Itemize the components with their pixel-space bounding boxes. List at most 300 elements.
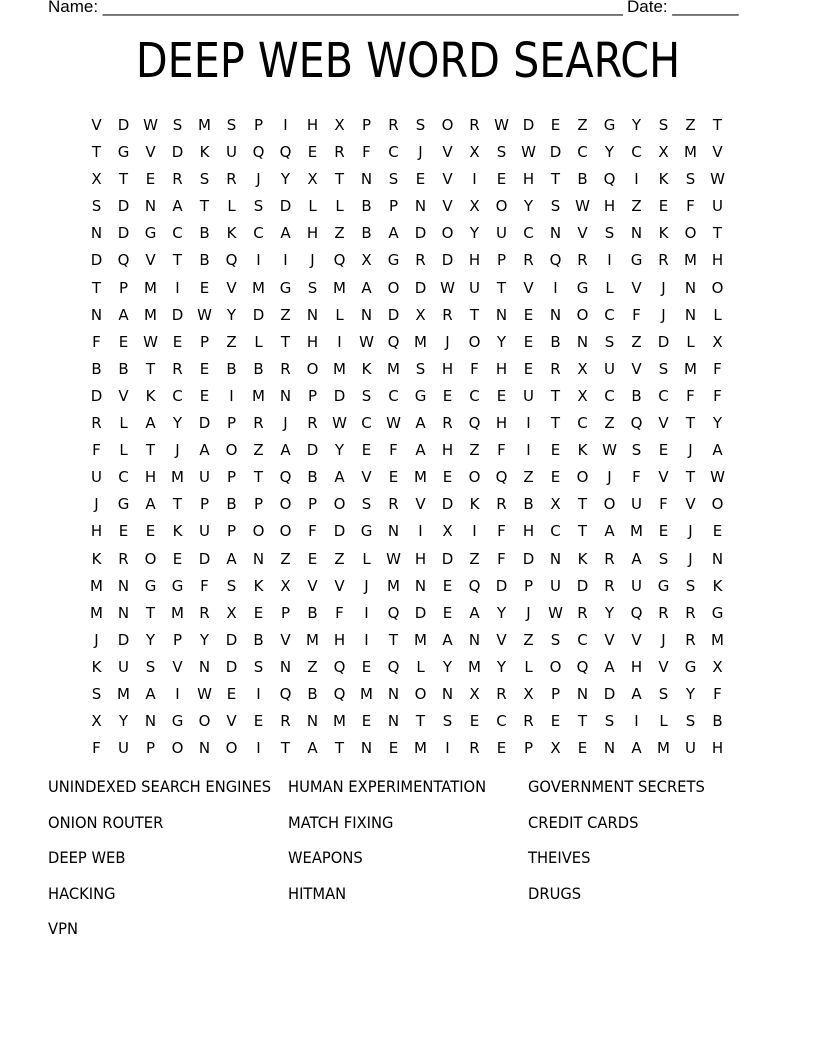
- grid-cell[interactable]: E: [118, 332, 129, 351]
- grid-cell[interactable]: C: [577, 143, 588, 162]
- grid-cell[interactable]: F: [686, 386, 695, 405]
- grid-cell[interactable]: R: [685, 603, 696, 622]
- grid-cell[interactable]: E: [658, 197, 669, 216]
- grid-cell[interactable]: Y: [523, 197, 534, 216]
- grid-cell[interactable]: U: [91, 468, 102, 487]
- grid-cell[interactable]: M: [333, 278, 346, 297]
- grid-cell[interactable]: R: [280, 712, 291, 731]
- grid-cell[interactable]: S: [442, 712, 453, 731]
- grid-cell[interactable]: N: [279, 386, 292, 405]
- grid-cell[interactable]: M: [252, 278, 265, 297]
- grid-cell[interactable]: P: [226, 522, 237, 541]
- grid-cell[interactable]: S: [388, 170, 399, 189]
- grid-cell[interactable]: O: [225, 441, 238, 460]
- grid-cell[interactable]: I: [634, 170, 639, 189]
- grid-cell[interactable]: Z: [226, 332, 237, 351]
- grid-cell[interactable]: L: [308, 197, 317, 216]
- grid-cell[interactable]: O: [549, 657, 562, 676]
- grid-cell[interactable]: M: [144, 278, 157, 297]
- grid-cell[interactable]: C: [658, 386, 669, 405]
- grid-cell[interactable]: D: [117, 224, 130, 243]
- grid-cell[interactable]: B: [523, 495, 534, 514]
- grid-cell[interactable]: O: [468, 332, 481, 351]
- grid-cell[interactable]: W: [575, 197, 590, 216]
- grid-cell[interactable]: D: [576, 576, 589, 595]
- grid-cell[interactable]: O: [684, 224, 697, 243]
- grid-cell[interactable]: N: [252, 549, 265, 568]
- grid-cell[interactable]: A: [145, 684, 156, 703]
- grid-cell[interactable]: G: [684, 657, 697, 676]
- grid-cell[interactable]: T: [172, 495, 183, 514]
- grid-cell[interactable]: Q: [117, 251, 130, 270]
- grid-cell[interactable]: H: [306, 224, 319, 243]
- grid-cell[interactable]: R: [523, 251, 534, 270]
- grid-cell[interactable]: X: [280, 576, 291, 595]
- grid-cell[interactable]: S: [199, 170, 210, 189]
- grid-cell[interactable]: V: [442, 143, 453, 162]
- grid-cell[interactable]: D: [279, 197, 292, 216]
- grid-cell[interactable]: G: [171, 712, 184, 731]
- grid-cell[interactable]: T: [712, 116, 723, 134]
- grid-cell[interactable]: S: [415, 359, 426, 378]
- grid-cell[interactable]: L: [362, 549, 371, 568]
- grid-cell[interactable]: Z: [334, 549, 345, 568]
- grid-cell[interactable]: B: [253, 630, 264, 649]
- grid-cell[interactable]: B: [307, 684, 318, 703]
- grid-cell[interactable]: L: [335, 197, 344, 216]
- grid-cell[interactable]: C: [631, 143, 642, 162]
- grid-cell[interactable]: E: [496, 170, 507, 189]
- grid-cell[interactable]: D: [171, 305, 184, 324]
- grid-cell[interactable]: O: [171, 739, 184, 758]
- grid-cell[interactable]: G: [711, 603, 724, 622]
- grid-cell[interactable]: H: [333, 630, 346, 649]
- grid-cell[interactable]: R: [577, 603, 588, 622]
- grid-cell[interactable]: S: [604, 224, 615, 243]
- grid-cell[interactable]: E: [658, 522, 669, 541]
- grid-cell[interactable]: M: [252, 386, 265, 405]
- grid-cell[interactable]: O: [414, 684, 427, 703]
- grid-cell[interactable]: D: [549, 143, 562, 162]
- grid-cell[interactable]: Q: [225, 251, 238, 270]
- grid-cell[interactable]: R: [469, 739, 480, 758]
- grid-cell[interactable]: B: [631, 386, 642, 405]
- grid-cell[interactable]: P: [523, 739, 534, 758]
- grid-cell[interactable]: L: [119, 414, 128, 433]
- grid-cell[interactable]: G: [414, 386, 427, 405]
- grid-cell[interactable]: K: [145, 386, 156, 405]
- grid-cell[interactable]: X: [442, 522, 453, 541]
- grid-cell[interactable]: A: [307, 739, 318, 758]
- grid-cell[interactable]: S: [685, 712, 696, 731]
- grid-cell[interactable]: M: [387, 359, 400, 378]
- grid-cell[interactable]: R: [496, 684, 507, 703]
- grid-cell[interactable]: F: [713, 684, 722, 703]
- grid-cell[interactable]: N: [468, 630, 481, 649]
- grid-cell[interactable]: Y: [280, 170, 291, 189]
- grid-cell[interactable]: X: [550, 739, 561, 758]
- grid-cell[interactable]: O: [711, 495, 724, 514]
- grid-cell[interactable]: E: [118, 522, 129, 541]
- grid-cell[interactable]: O: [144, 549, 157, 568]
- grid-cell[interactable]: K: [712, 576, 723, 595]
- grid-cell[interactable]: O: [576, 305, 589, 324]
- grid-cell[interactable]: X: [712, 332, 723, 351]
- grid-cell[interactable]: T: [334, 170, 345, 189]
- grid-cell[interactable]: P: [145, 739, 156, 758]
- grid-cell[interactable]: P: [550, 684, 561, 703]
- grid-cell[interactable]: Q: [387, 603, 400, 622]
- grid-cell[interactable]: B: [550, 332, 561, 351]
- grid-cell[interactable]: Z: [685, 116, 696, 134]
- grid-cell[interactable]: S: [658, 549, 669, 568]
- grid-cell[interactable]: H: [441, 359, 454, 378]
- grid-cell[interactable]: J: [688, 522, 693, 541]
- grid-cell[interactable]: N: [549, 305, 562, 324]
- grid-cell[interactable]: I: [472, 522, 477, 541]
- grid-cell[interactable]: V: [442, 170, 453, 189]
- grid-cell[interactable]: V: [658, 468, 669, 487]
- grid-cell[interactable]: L: [524, 657, 533, 676]
- grid-cell[interactable]: S: [307, 278, 318, 297]
- grid-cell[interactable]: D: [117, 630, 130, 649]
- grid-cell[interactable]: H: [495, 359, 508, 378]
- grid-cell[interactable]: G: [603, 116, 616, 134]
- grid-cell[interactable]: U: [685, 739, 696, 758]
- grid-cell[interactable]: R: [388, 116, 399, 134]
- grid-cell[interactable]: I: [283, 116, 288, 134]
- grid-cell[interactable]: K: [469, 495, 480, 514]
- grid-cell[interactable]: Y: [604, 143, 615, 162]
- grid-cell[interactable]: R: [334, 143, 345, 162]
- grid-cell[interactable]: R: [172, 170, 183, 189]
- grid-cell[interactable]: J: [256, 170, 261, 189]
- grid-cell[interactable]: A: [604, 522, 615, 541]
- grid-cell[interactable]: V: [226, 278, 237, 297]
- grid-cell[interactable]: E: [442, 576, 453, 595]
- grid-cell[interactable]: X: [577, 386, 588, 405]
- grid-cell[interactable]: T: [91, 278, 102, 297]
- grid-cell[interactable]: H: [603, 197, 616, 216]
- grid-cell[interactable]: U: [496, 224, 507, 243]
- grid-cell[interactable]: P: [118, 278, 129, 297]
- grid-cell[interactable]: C: [523, 224, 534, 243]
- grid-cell[interactable]: T: [145, 441, 156, 460]
- grid-cell[interactable]: T: [685, 414, 696, 433]
- grid-cell[interactable]: M: [198, 116, 211, 134]
- grid-cell[interactable]: E: [307, 549, 318, 568]
- grid-cell[interactable]: Q: [549, 251, 562, 270]
- grid-cell[interactable]: V: [658, 414, 669, 433]
- grid-cell[interactable]: F: [713, 359, 722, 378]
- grid-cell[interactable]: X: [523, 684, 534, 703]
- date-field-label[interactable]: Date: _______: [627, 0, 739, 16]
- grid-cell[interactable]: P: [172, 630, 183, 649]
- grid-cell[interactable]: V: [523, 278, 534, 297]
- grid-cell[interactable]: E: [469, 712, 480, 731]
- grid-cell[interactable]: U: [712, 197, 723, 216]
- grid-cell[interactable]: V: [118, 386, 129, 405]
- grid-cell[interactable]: Y: [199, 630, 210, 649]
- grid-cell[interactable]: J: [607, 468, 612, 487]
- grid-cell[interactable]: T: [496, 278, 507, 297]
- grid-cell[interactable]: O: [279, 495, 292, 514]
- grid-cell[interactable]: E: [442, 468, 453, 487]
- grid-cell[interactable]: M: [684, 251, 697, 270]
- grid-cell[interactable]: A: [145, 495, 156, 514]
- grid-cell[interactable]: R: [226, 170, 237, 189]
- grid-cell[interactable]: D: [522, 116, 535, 134]
- grid-cell[interactable]: M: [711, 630, 724, 649]
- grid-cell[interactable]: T: [577, 522, 588, 541]
- grid-cell[interactable]: A: [118, 305, 129, 324]
- grid-cell[interactable]: S: [361, 495, 372, 514]
- grid-cell[interactable]: R: [118, 549, 129, 568]
- grid-cell[interactable]: N: [360, 305, 373, 324]
- grid-cell[interactable]: V: [658, 657, 669, 676]
- grid-cell[interactable]: V: [496, 630, 507, 649]
- grid-cell[interactable]: J: [661, 278, 666, 297]
- grid-cell[interactable]: R: [496, 495, 507, 514]
- grid-cell[interactable]: R: [388, 495, 399, 514]
- grid-cell[interactable]: I: [337, 332, 342, 351]
- grid-cell[interactable]: B: [307, 603, 318, 622]
- grid-cell[interactable]: U: [469, 278, 480, 297]
- grid-cell[interactable]: J: [175, 441, 180, 460]
- grid-cell[interactable]: I: [553, 278, 558, 297]
- grid-cell[interactable]: N: [117, 603, 130, 622]
- grid-cell[interactable]: R: [523, 712, 534, 731]
- grid-cell[interactable]: M: [171, 603, 184, 622]
- grid-cell[interactable]: E: [523, 359, 534, 378]
- grid-cell[interactable]: D: [414, 224, 427, 243]
- grid-cell[interactable]: R: [307, 414, 318, 433]
- grid-cell[interactable]: D: [306, 441, 319, 460]
- grid-cell[interactable]: N: [144, 712, 157, 731]
- grid-cell[interactable]: L: [227, 197, 236, 216]
- grid-cell[interactable]: X: [307, 170, 318, 189]
- grid-cell[interactable]: O: [495, 197, 508, 216]
- grid-cell[interactable]: W: [521, 143, 536, 162]
- grid-cell[interactable]: Z: [631, 197, 642, 216]
- grid-cell[interactable]: T: [91, 143, 102, 162]
- grid-cell[interactable]: J: [310, 251, 315, 270]
- grid-cell[interactable]: A: [280, 441, 291, 460]
- grid-cell[interactable]: A: [604, 657, 615, 676]
- grid-cell[interactable]: I: [472, 170, 477, 189]
- grid-cell[interactable]: H: [468, 251, 481, 270]
- grid-cell[interactable]: R: [415, 251, 426, 270]
- grid-cell[interactable]: Q: [468, 414, 481, 433]
- grid-cell[interactable]: A: [280, 224, 291, 243]
- grid-cell[interactable]: I: [418, 522, 423, 541]
- grid-cell[interactable]: Q: [279, 468, 292, 487]
- grid-cell[interactable]: F: [497, 441, 506, 460]
- grid-cell[interactable]: G: [576, 278, 589, 297]
- grid-cell[interactable]: P: [523, 576, 534, 595]
- grid-cell[interactable]: F: [389, 441, 398, 460]
- grid-cell[interactable]: E: [253, 712, 264, 731]
- grid-cell[interactable]: D: [522, 549, 535, 568]
- grid-cell[interactable]: N: [198, 657, 211, 676]
- grid-cell[interactable]: O: [441, 116, 454, 134]
- grid-cell[interactable]: X: [334, 116, 345, 134]
- grid-cell[interactable]: X: [712, 657, 723, 676]
- grid-cell[interactable]: A: [469, 603, 480, 622]
- grid-cell[interactable]: Z: [469, 549, 480, 568]
- grid-cell[interactable]: T: [118, 170, 129, 189]
- grid-cell[interactable]: D: [252, 305, 265, 324]
- grid-cell[interactable]: W: [386, 549, 401, 568]
- grid-cell[interactable]: N: [441, 684, 454, 703]
- grid-cell[interactable]: C: [172, 224, 183, 243]
- grid-cell[interactable]: L: [416, 657, 425, 676]
- grid-cell[interactable]: N: [549, 549, 562, 568]
- grid-cell[interactable]: W: [143, 332, 158, 351]
- grid-cell[interactable]: V: [604, 630, 615, 649]
- grid-cell[interactable]: S: [361, 386, 372, 405]
- grid-cell[interactable]: E: [523, 305, 534, 324]
- grid-cell[interactable]: T: [172, 251, 183, 270]
- grid-cell[interactable]: O: [198, 712, 211, 731]
- grid-cell[interactable]: D: [171, 143, 184, 162]
- grid-cell[interactable]: P: [199, 332, 210, 351]
- grid-cell[interactable]: E: [496, 739, 507, 758]
- grid-cell[interactable]: W: [710, 468, 725, 487]
- grid-cell[interactable]: E: [361, 712, 372, 731]
- grid-cell[interactable]: E: [253, 603, 264, 622]
- grid-cell[interactable]: S: [685, 576, 696, 595]
- grid-cell[interactable]: X: [469, 143, 480, 162]
- grid-cell[interactable]: Q: [387, 657, 400, 676]
- grid-cell[interactable]: R: [604, 549, 615, 568]
- grid-cell[interactable]: V: [631, 359, 642, 378]
- grid-cell[interactable]: I: [526, 414, 531, 433]
- grid-cell[interactable]: V: [415, 495, 426, 514]
- grid-cell[interactable]: L: [686, 332, 695, 351]
- grid-cell[interactable]: S: [91, 684, 102, 703]
- grid-cell[interactable]: L: [659, 712, 668, 731]
- grid-cell[interactable]: B: [226, 359, 237, 378]
- grid-cell[interactable]: J: [94, 495, 99, 514]
- grid-cell[interactable]: R: [469, 116, 480, 134]
- grid-cell[interactable]: M: [414, 630, 427, 649]
- grid-cell[interactable]: V: [361, 468, 372, 487]
- grid-cell[interactable]: C: [388, 386, 399, 405]
- grid-cell[interactable]: H: [495, 414, 508, 433]
- grid-cell[interactable]: N: [306, 712, 319, 731]
- grid-cell[interactable]: R: [658, 603, 669, 622]
- grid-cell[interactable]: C: [577, 630, 588, 649]
- grid-cell[interactable]: S: [253, 657, 264, 676]
- grid-cell[interactable]: T: [280, 739, 291, 758]
- grid-cell[interactable]: I: [634, 712, 639, 731]
- grid-cell[interactable]: E: [658, 441, 669, 460]
- grid-cell[interactable]: X: [226, 603, 237, 622]
- grid-cell[interactable]: B: [253, 359, 264, 378]
- grid-cell[interactable]: Z: [604, 414, 615, 433]
- grid-cell[interactable]: Q: [279, 684, 292, 703]
- grid-cell[interactable]: L: [605, 278, 614, 297]
- grid-cell[interactable]: Q: [468, 576, 481, 595]
- grid-cell[interactable]: K: [91, 657, 102, 676]
- grid-cell[interactable]: N: [117, 576, 130, 595]
- grid-cell[interactable]: D: [333, 522, 346, 541]
- grid-cell[interactable]: B: [361, 224, 372, 243]
- grid-cell[interactable]: W: [602, 441, 617, 460]
- grid-cell[interactable]: Y: [172, 414, 183, 433]
- grid-cell[interactable]: V: [145, 251, 156, 270]
- grid-cell[interactable]: Z: [631, 332, 642, 351]
- grid-cell[interactable]: S: [550, 197, 561, 216]
- grid-cell[interactable]: B: [361, 197, 372, 216]
- grid-cell[interactable]: C: [253, 224, 264, 243]
- grid-cell[interactable]: M: [414, 332, 427, 351]
- grid-cell[interactable]: P: [307, 386, 318, 405]
- grid-cell[interactable]: D: [117, 116, 130, 134]
- grid-cell[interactable]: I: [445, 739, 450, 758]
- grid-cell[interactable]: V: [280, 630, 291, 649]
- grid-cell[interactable]: Z: [469, 441, 480, 460]
- grid-cell[interactable]: F: [308, 522, 317, 541]
- grid-cell[interactable]: A: [199, 441, 210, 460]
- grid-cell[interactable]: G: [630, 251, 643, 270]
- grid-cell[interactable]: K: [91, 549, 102, 568]
- grid-cell[interactable]: E: [388, 468, 399, 487]
- grid-cell[interactable]: P: [496, 251, 507, 270]
- grid-cell[interactable]: M: [630, 522, 643, 541]
- grid-cell[interactable]: W: [197, 684, 212, 703]
- grid-cell[interactable]: H: [441, 441, 454, 460]
- grid-cell[interactable]: H: [711, 251, 724, 270]
- grid-cell[interactable]: M: [171, 468, 184, 487]
- grid-cell[interactable]: B: [91, 359, 102, 378]
- grid-cell[interactable]: Y: [631, 116, 642, 134]
- grid-cell[interactable]: X: [361, 251, 372, 270]
- grid-cell[interactable]: G: [657, 576, 670, 595]
- grid-cell[interactable]: M: [90, 603, 103, 622]
- grid-cell[interactable]: I: [175, 278, 180, 297]
- grid-cell[interactable]: Y: [226, 305, 237, 324]
- grid-cell[interactable]: E: [199, 359, 210, 378]
- grid-cell[interactable]: T: [577, 712, 588, 731]
- grid-cell[interactable]: X: [469, 197, 480, 216]
- grid-cell[interactable]: O: [468, 468, 481, 487]
- grid-cell[interactable]: N: [90, 305, 103, 324]
- grid-cell[interactable]: J: [526, 603, 531, 622]
- grid-cell[interactable]: W: [548, 603, 563, 622]
- grid-cell[interactable]: D: [198, 549, 211, 568]
- grid-cell[interactable]: F: [632, 305, 641, 324]
- grid-cell[interactable]: X: [91, 712, 102, 731]
- grid-cell[interactable]: N: [387, 522, 400, 541]
- grid-cell[interactable]: T: [145, 359, 156, 378]
- grid-cell[interactable]: D: [495, 576, 508, 595]
- grid-cell[interactable]: Z: [334, 224, 345, 243]
- grid-cell[interactable]: A: [334, 468, 345, 487]
- grid-cell[interactable]: T: [253, 468, 264, 487]
- grid-cell[interactable]: S: [631, 441, 642, 460]
- grid-cell[interactable]: U: [631, 576, 642, 595]
- grid-cell[interactable]: V: [226, 712, 237, 731]
- grid-cell[interactable]: A: [172, 197, 183, 216]
- grid-cell[interactable]: S: [226, 576, 237, 595]
- grid-cell[interactable]: K: [226, 224, 237, 243]
- grid-cell[interactable]: F: [659, 495, 668, 514]
- grid-cell[interactable]: Q: [603, 170, 616, 189]
- grid-cell[interactable]: N: [684, 305, 697, 324]
- grid-cell[interactable]: S: [145, 657, 156, 676]
